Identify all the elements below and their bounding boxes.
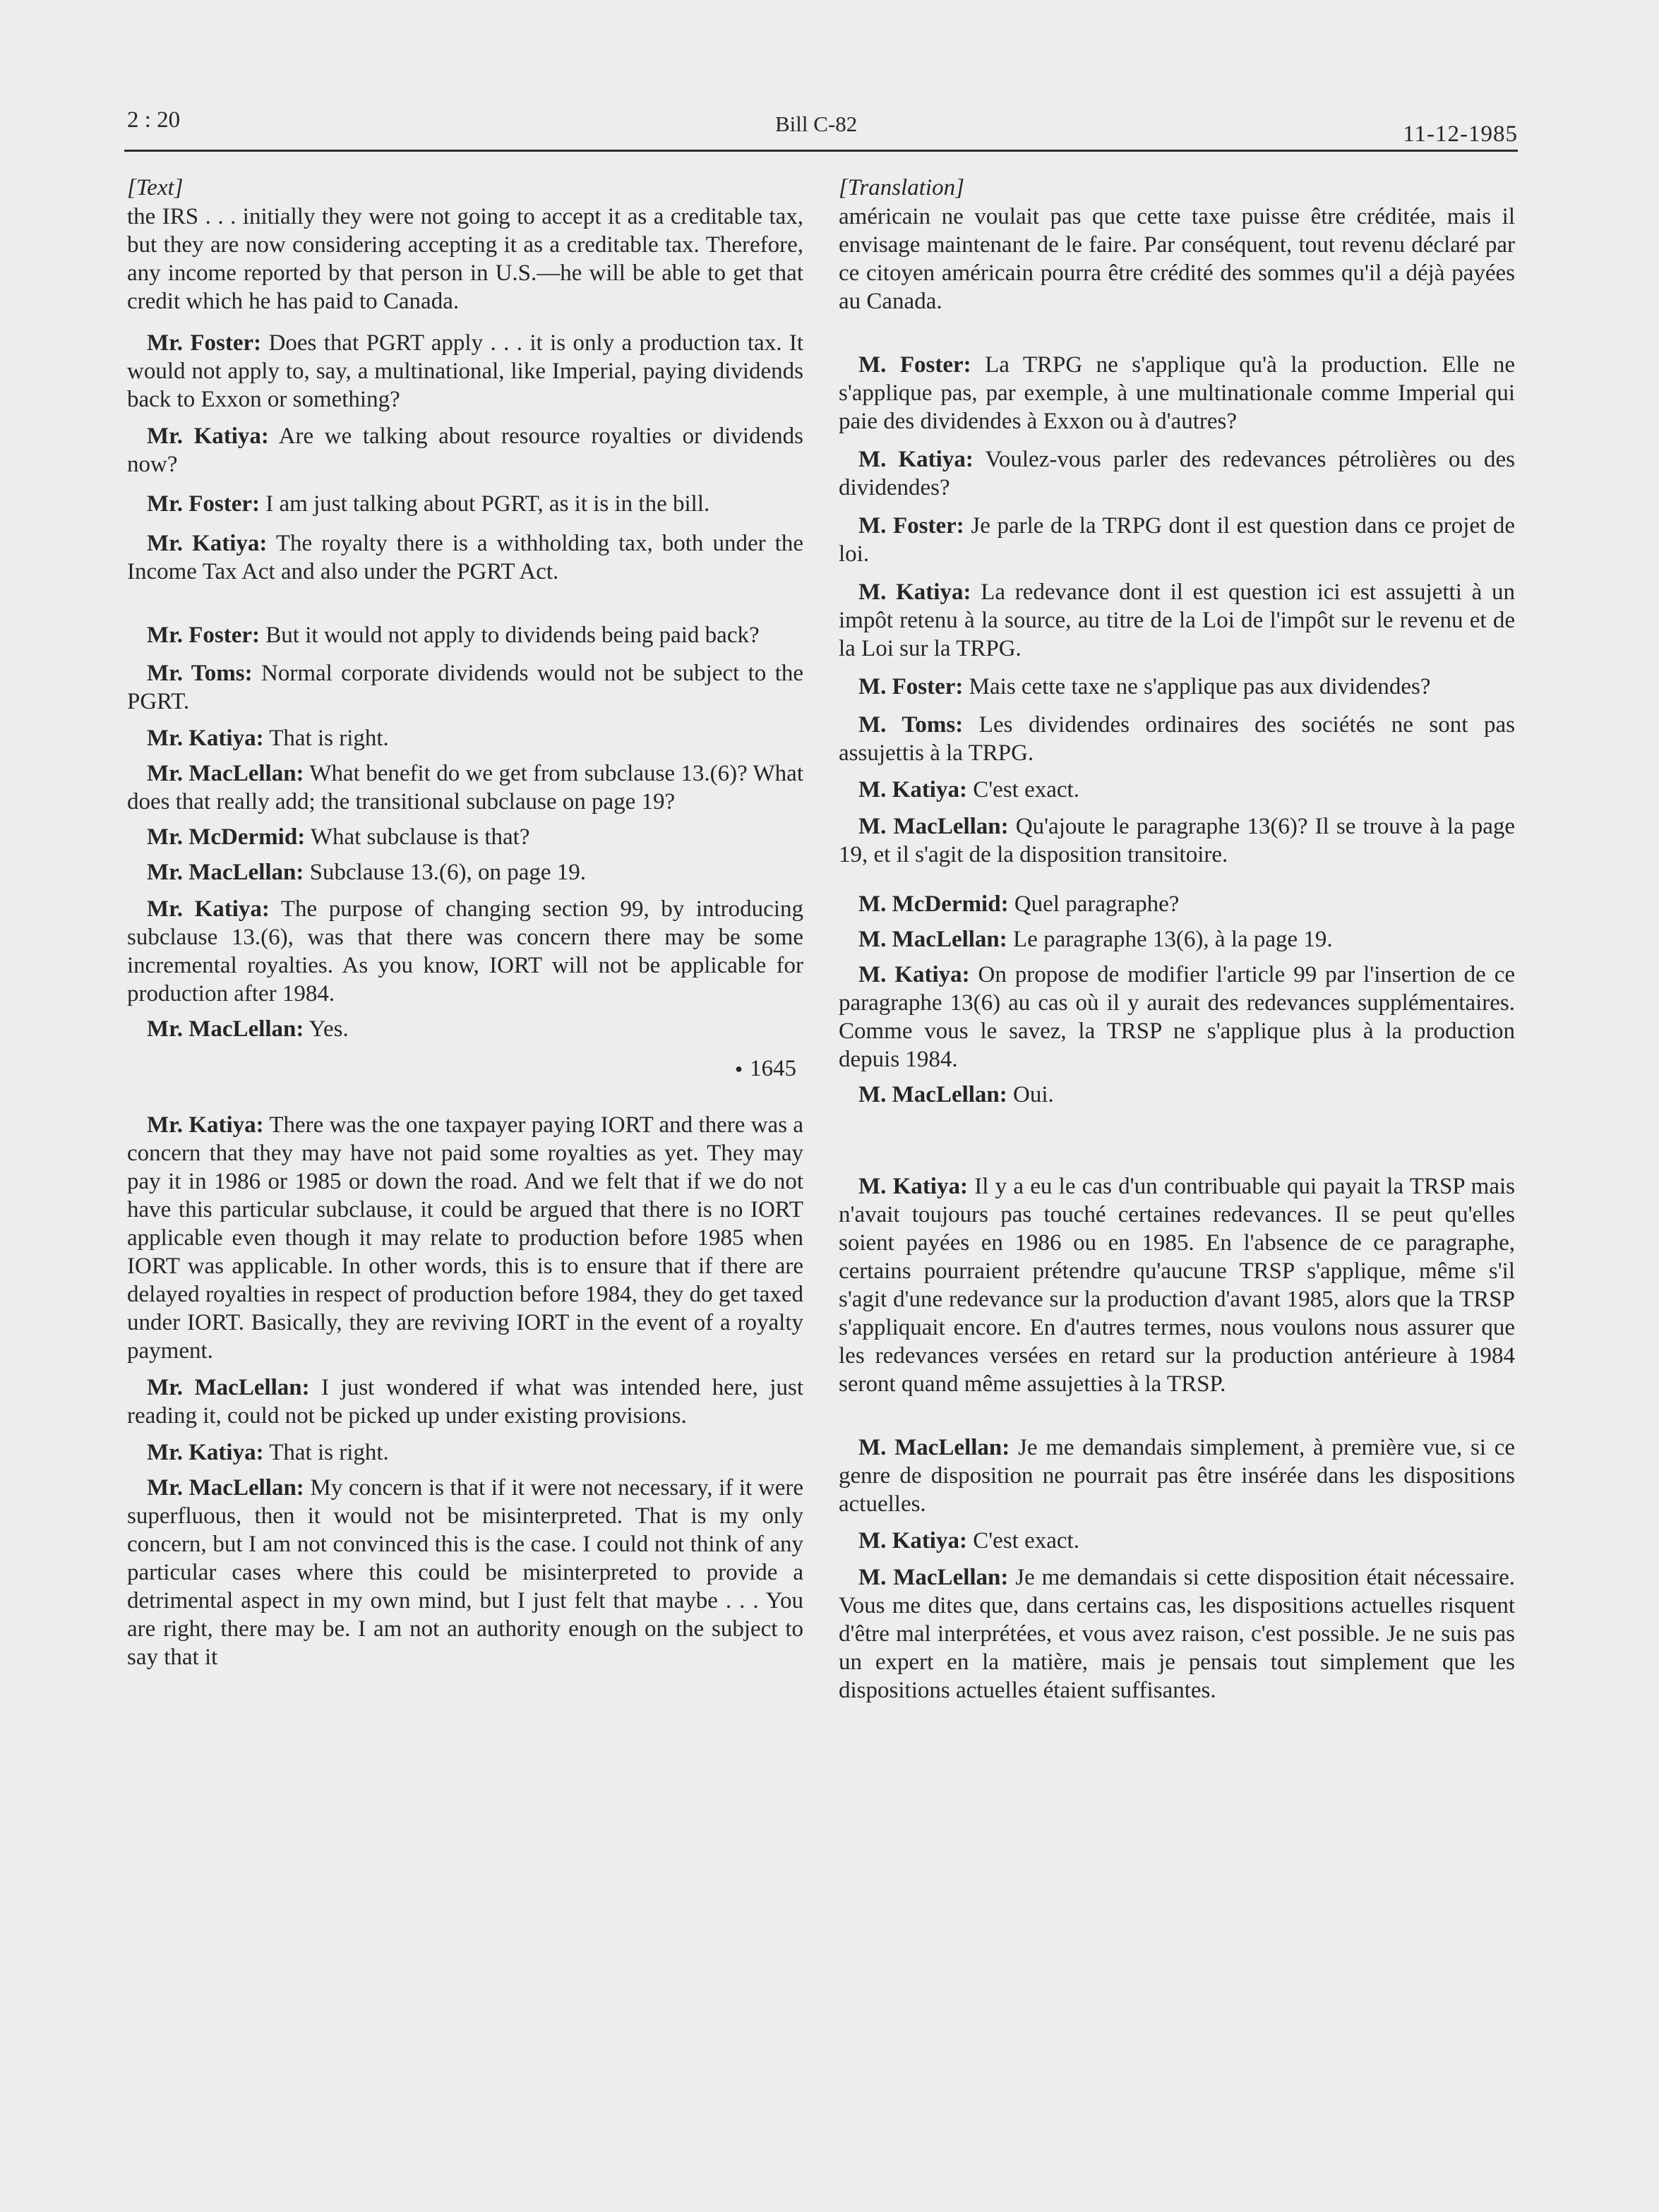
document-date: 11-12-1985 (1403, 121, 1518, 147)
speaker-name: Mr. Katiya: (147, 423, 269, 449)
speaker-name: Mr. McDermid: (147, 824, 306, 850)
speaker-name: M. Katiya: (858, 1174, 968, 1199)
speech-text: On propose de modifier l'article 99 par l'insertion de ce paragraphe 13(6) au cas où il y aurait des redevances supplémentaires. Comme vous le savez, la TRSP ne s'applique plus à la production depuis 1984. (839, 962, 1515, 1072)
speech-text: Il y a eu le cas d'un contribuable qui payait la TRSP mais n'avait toujours pas touché certaines redevances. Il se peut qu'elles soient payées en 1986 ou en 1985. En l'absence de ce paragraphe, certains pourraient prétendre qu'aucune TRSP s'applique, même s'il s'agit d'une redevance sur la production d'avant 1985, alors que la TRSP s'appliquait encore. En d'autres termes, nous voulons nous assurer que les redevances versées en retard sur la production antérieure à 1984 seront quand même assujetties à la TRSP. (839, 1174, 1515, 1397)
page-number: 2 : 20 (127, 107, 181, 133)
speaker-name: M. MacLellan: (858, 814, 1009, 839)
speech-paragraph (127, 329, 803, 414)
speaker-name: M. Katiya: (858, 447, 974, 472)
speech-text: La TRPG ne s'applique qu'à la production. Elle ne s'applique pas, par exemple, à une multinationale comme Imperial qui paie des dividendes à Exxon ou à d'autres? (839, 352, 1516, 434)
speaker-name: Mr. Katiya: (147, 1440, 264, 1465)
speech-text: Les dividendes ordinaires des sociétés ne sont pas assujettis à la TRPG. (839, 712, 1516, 766)
left-column (127, 174, 803, 1671)
speech-text: Subclause 13.(6), on page 19. (309, 860, 586, 885)
speaker-name: M. Katiya: (858, 777, 967, 803)
speech-paragraph (839, 711, 1515, 767)
speech-paragraph (127, 422, 803, 479)
time-marker-value: 1645 (750, 1056, 796, 1081)
speech-text: That is right. (269, 1440, 389, 1465)
intro-paragraph: the IRS . . . initially they were not going to accept it as a creditable tax, but they are now considering accepting it as a creditable tax. Therefore, any income reported by that person in U.S.—he will be able to get that credit which he has paid to Canada. (127, 204, 803, 314)
intro-paragraph: américain ne voulait pas que cette taxe puisse être créditée, mais il envisage maintenant de le faire. Par conséquent, tout revenu déclaré par ce citoyen américain pourra être crédité des sommes qu'il a déjà payées au Canada. (839, 204, 1515, 314)
speech-text: What benefit do we get from subclause 13.(6)? What does that really add; the transitional subclause on page 19? (127, 761, 804, 815)
speech-paragraph (839, 351, 1515, 435)
speech-text: Je parle de la TRPG dont il est question dans ce projet de loi. (839, 513, 1515, 567)
speech-text: Qu'ajoute le paragraphe 13(6)? Il se trouve à la page 19, et il s'agit de la disposition transitoire. (839, 814, 1516, 867)
speech-paragraph (839, 445, 1515, 502)
speech-text: I just wondered if what was intended here, just reading it, could not be picked up under existing provisions. (127, 1375, 803, 1429)
speaker-name: M. Foster: (858, 513, 964, 539)
speaker-name: M. MacLellan: (858, 927, 1007, 952)
speech-text: I am just talking about PGRT, as it is in the bill. (265, 491, 710, 517)
speech-text: Je me demandais si cette disposition était nécessaire. Vous me dites que, dans certains cas, les dispositions actuelles risquent d'être mal interprétées, et vous avez raison, c'est possible. Je ne suis pas un expert en la matière, mais je pensais tout simplement que les dispositions actuelles étaient suffisantes. (839, 1565, 1516, 1703)
speaker-name: Mr. MacLellan: (147, 1475, 304, 1501)
speaker-name: Mr. Foster: (147, 623, 260, 648)
speaker-name: M. MacLellan: (858, 1435, 1010, 1460)
speech-paragraph (127, 724, 803, 752)
speech-paragraph (839, 925, 1515, 954)
speech-text: But it would not apply to dividends being paid back? (265, 623, 760, 648)
speaker-name: Mr. Toms: (147, 661, 253, 686)
speech-paragraph (127, 529, 803, 586)
speech-paragraph (127, 858, 803, 886)
speech-text: La redevance dont il est question ici est assujetti à un impôt retenu à la source, au titre de la Loi de l'impôt sur le revenu et de la Loi sur la TRPG. (839, 579, 1515, 661)
speaker-name: Mr. MacLellan: (147, 1016, 304, 1042)
speaker-name: Mr. Foster: (147, 491, 260, 517)
bullet-icon: ● (735, 1062, 743, 1076)
speech-paragraph (839, 961, 1515, 1074)
speaker-name: Mr. Katiya: (147, 1112, 264, 1138)
speech-text: Mais cette taxe ne s'applique pas aux dividendes? (969, 674, 1431, 699)
speech-paragraph (839, 1433, 1515, 1518)
speech-paragraph (839, 1081, 1515, 1109)
speech-paragraph (839, 890, 1515, 918)
column-label-translation: [Translation] (839, 175, 964, 200)
speech-paragraph (127, 659, 803, 716)
speech-text: Le paragraphe 13(6), à la page 19. (1013, 927, 1333, 952)
speech-text: My concern is that if it were not necessary, if it were superfluous, then it would not be misinterpreted. That is my only concern, but I am not convinced this is the case. I could not think of any particular cases where this could be misinterpreted to provide a detrimental aspect in my own mind, but I just felt that maybe . . . You are right, there may be. I am not an authority enough on the subject to say that it (127, 1475, 803, 1670)
speech-paragraph (127, 759, 803, 816)
speaker-name: M. MacLellan: (858, 1565, 1009, 1590)
speaker-name: Mr. Katiya: (147, 531, 268, 556)
speaker-name: Mr. MacLellan: (147, 860, 304, 885)
speech-text: What subclause is that? (310, 824, 530, 850)
speech-paragraph (839, 1172, 1515, 1398)
speech-text: That is right. (269, 726, 389, 751)
speech-paragraph (839, 812, 1515, 869)
speech-paragraph (839, 512, 1515, 568)
speech-text: Normal corporate dividends would not be subject to the PGRT. (127, 661, 804, 714)
speech-text: C'est exact. (973, 1528, 1079, 1553)
speech-paragraph (127, 1438, 803, 1467)
speech-paragraph (839, 776, 1515, 804)
speech-text: Voulez-vous parler des redevances pétrolières ou des dividendes? (839, 447, 1515, 500)
speaker-name: M. Foster: (858, 674, 964, 699)
time-marker (127, 1054, 796, 1083)
speech-text: The purpose of changing section 99, by introducing subclause 13.(6), was that there was concern there may be some incremental royalties. As you know, IORT will not be applicable for production after 1984. (127, 896, 803, 1006)
speech-paragraph (127, 1111, 803, 1365)
speech-paragraph (839, 578, 1515, 663)
speech-paragraph (127, 621, 803, 649)
speaker-name: M. Toms: (858, 712, 964, 738)
speech-paragraph (127, 1474, 803, 1671)
bill-title: Bill C-82 (775, 112, 858, 136)
speech-paragraph (839, 1563, 1515, 1705)
speaker-name: M. MacLellan: (858, 1082, 1007, 1107)
speech-paragraph (839, 673, 1515, 701)
right-column (839, 174, 1515, 1705)
speech-text: Je me demandais simplement, à première vue, si ce genre de disposition ne pourrait pas être insérée dans les dispositions actuelles. (839, 1435, 1516, 1517)
speaker-name: M. Katiya: (858, 1528, 967, 1553)
speech-paragraph (839, 1527, 1515, 1555)
speaker-name: Mr. MacLellan: (147, 1375, 310, 1400)
speaker-name: M. Katiya: (858, 962, 970, 987)
speaker-name: M. Foster: (858, 352, 971, 378)
speaker-name: Mr. MacLellan: (147, 761, 304, 786)
speech-text: There was the one taxpayer paying IORT and there was a concern that they may have not paid some royalties as yet. They may pay it in 1986 or 1985 or down the road. And we felt that if we do not have this particular subclause, it could be argued that there is no IORT applicable even though it may relate to production before 1985 when IORT was applicable. In other words, this is to ensure that if there are delayed royalties in respect of production before 1984, they do get taxed under IORT. Basically, they are reviving IORT in the event of a royalty payment. (127, 1112, 803, 1364)
speech-paragraph (127, 895, 803, 1008)
speaker-name: Mr. Foster: (147, 330, 262, 356)
speech-paragraph (127, 1374, 803, 1430)
speech-text: Oui. (1013, 1082, 1054, 1107)
speaker-name: M. McDermid: (858, 891, 1009, 917)
speaker-name: Mr. Katiya: (147, 726, 264, 751)
speech-paragraph (127, 490, 803, 518)
column-label-text: [Text] (127, 175, 184, 200)
speech-text: Does that PGRT apply . . . it is only a production tax. It would not apply to, say, a multinational, like Imperial, paying dividends back to Exxon or something? (127, 330, 803, 412)
speech-text: Are we talking about resource royalties or dividends now? (127, 423, 803, 477)
speech-text: Yes. (309, 1016, 349, 1042)
speech-text: The royalty there is a withholding tax, both under the Income Tax Act and also under the PGRT Act. (127, 531, 804, 584)
speech-text: C'est exact. (973, 777, 1079, 803)
speech-paragraph (127, 823, 803, 851)
speaker-name: Mr. Katiya: (147, 896, 270, 922)
speech-paragraph (127, 1015, 803, 1043)
header-rule (124, 150, 1518, 152)
speech-text: Quel paragraphe? (1014, 891, 1180, 917)
speaker-name: M. Katiya: (858, 579, 971, 605)
